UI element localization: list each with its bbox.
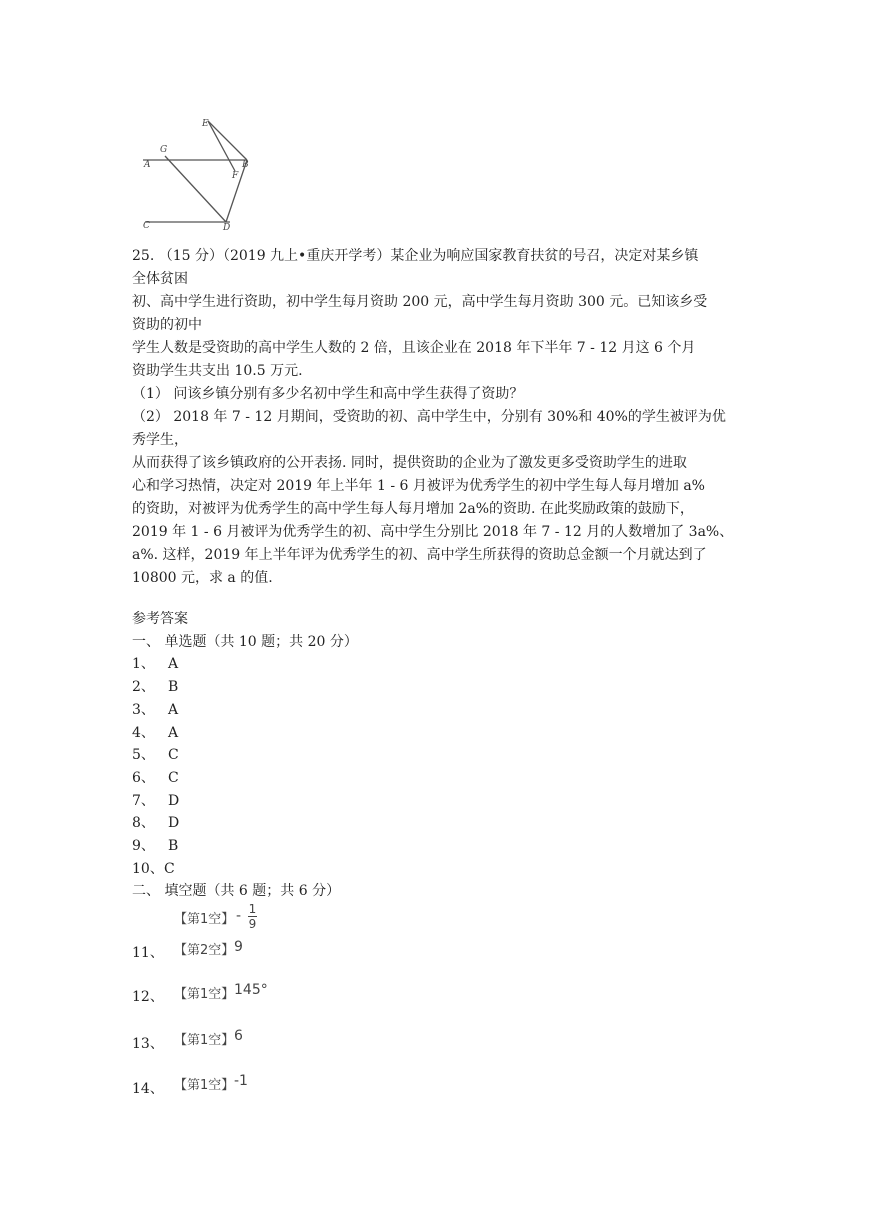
choice-question-number: 6、 — [132, 769, 155, 786]
label-b: B — [242, 160, 249, 170]
fill-tag: 【第1空】 — [174, 1078, 235, 1093]
geometry-figure-svg — [135, 115, 260, 233]
answer-key — [132, 608, 742, 903]
label-d: D — [223, 223, 231, 233]
fill-question-number: 11、 — [132, 945, 164, 961]
choice-answer-letter: B — [168, 838, 179, 855]
fill-tag: 【第1空】 — [174, 987, 235, 1002]
fill-question-number: 14、 — [132, 1081, 164, 1097]
problem-line: 资助学生共支出 10.5 万元. — [132, 363, 303, 379]
choice-question-number: 10、 — [132, 860, 164, 877]
choice-answer-row — [132, 722, 742, 745]
label-f: F — [232, 171, 239, 181]
choice-answer-row — [132, 744, 742, 767]
label-c: C — [143, 221, 150, 231]
choice-question-number: 8、 — [132, 815, 155, 832]
line-gd — [165, 156, 226, 222]
problem-part-2: （2） 2018 年 7 - 12 月期间，受资助的初、高中学生中，分别有 30%和 40%的学生被评为优 — [132, 409, 726, 425]
label-g: G — [160, 145, 168, 155]
fill-answer-13 — [132, 1028, 432, 1052]
problem-line: 2019 年 1 - 6 月被评为优秀学生的初、高中学生分别比 2018 年 7 - 12 月的人数增加了 3a%、 — [132, 524, 734, 540]
choice-question-number: 5、 — [132, 747, 155, 764]
fill-answer-12 — [132, 982, 432, 1006]
choice-answer-letter: A — [168, 724, 179, 741]
choice-answer-letter: B — [168, 679, 179, 696]
problem-line: a%. 这样，2019 年上半年评为优秀学生的初、高中学生所获得的资助总金额一个月就达到了 — [132, 547, 707, 563]
fill-answer-14 — [132, 1073, 432, 1097]
choice-answer-letter: D — [168, 815, 180, 832]
fill-value: 6 — [234, 1028, 243, 1044]
problem-line: 初、高中学生进行资助，初中学生每月资助 200 元，高中学生每月资助 300 元。已知该乡受 — [132, 294, 708, 310]
fill-value: 9 — [234, 939, 243, 955]
section-single-choice: 一、 单选题（共 10 题；共 20 分） — [132, 633, 358, 650]
geometry-figure — [135, 115, 260, 233]
problem-line: 全体贫困 — [132, 271, 188, 287]
section-fill-blank: 二、 填空题（共 6 题；共 6 分） — [132, 883, 341, 900]
choice-answer-letter: C — [164, 860, 175, 877]
fill-tag: 【第1空】 — [174, 1033, 235, 1048]
fill-value-sign: - — [236, 908, 242, 924]
choice-answer-row — [132, 835, 742, 858]
problem-line: 学生人数是受资助的高中学生人数的 2 倍，且该企业在 2018 年下半年 7 - 12 月这 6 个月 — [132, 340, 696, 356]
choice-question-number: 7、 — [132, 792, 155, 809]
fraction-value — [248, 903, 257, 930]
choice-answer-row — [132, 699, 742, 722]
fill-answer-11 — [132, 902, 432, 965]
choice-question-number: 4、 — [132, 724, 155, 741]
fill-question-number: 13、 — [132, 1036, 164, 1052]
choice-answer-letter: A — [168, 701, 179, 718]
problem-line: 资助的初中 — [132, 317, 202, 333]
choice-answer-row — [132, 858, 742, 881]
problem-line: 从而获得了该乡镇政府的公开表扬. 同时，提供资助的企业为了激发更多受资助学生的进取 — [132, 455, 687, 471]
problem-line: 25. （15 分）（2019 九上•重庆开学考）某企业为响应国家教育扶贫的号召，决定对某乡镇 — [132, 248, 699, 264]
answer-heading: 参考答案 — [132, 611, 188, 627]
choice-question-number: 1、 — [132, 656, 155, 673]
fill-tag: 【第2空】 — [174, 943, 235, 958]
choice-answer-letter: C — [168, 769, 179, 786]
choice-answer-letter: D — [168, 792, 180, 809]
choice-answer-row — [132, 790, 742, 813]
fraction-denominator: 9 — [248, 917, 257, 931]
choice-question-number: 3、 — [132, 701, 155, 718]
choice-answer-row — [132, 812, 742, 835]
choice-question-number: 2、 — [132, 679, 155, 696]
choice-answer-letter: C — [168, 747, 179, 764]
line-eb — [208, 121, 247, 160]
problem-line: 心和学习热情，决定对 2019 年上半年 1 - 6 月被评为优秀学生的初中学生每人每月增加 a% — [132, 478, 705, 494]
problem-line: 的资助，对被评为优秀学生的高中学生每人每月增加 2a%的资助. 在此奖励政策的鼓励下， — [132, 501, 694, 517]
fill-value: -1 — [234, 1073, 248, 1089]
label-a: A — [144, 160, 151, 170]
choice-answer-row — [132, 653, 742, 676]
choice-answer-list — [132, 653, 742, 880]
fill-tag: 【第1空】 — [174, 912, 235, 927]
problem-line: 10800 元，求 a 的值. — [132, 570, 273, 586]
choice-answer-row — [132, 767, 742, 790]
label-e: E — [202, 119, 209, 129]
problem-part-1: （1） 问该乡镇分别有多少名初中学生和高中学生获得了资助？ — [132, 386, 524, 402]
line-ef — [208, 121, 235, 171]
choice-question-number: 9、 — [132, 838, 155, 855]
choice-answer-row — [132, 676, 742, 699]
fraction-numerator: 1 — [248, 902, 257, 916]
fill-value: 145° — [234, 982, 268, 998]
fill-question-number: 12、 — [132, 989, 164, 1005]
problem-line: 秀学生， — [132, 432, 188, 448]
choice-answer-letter: A — [168, 656, 179, 673]
problem-25 — [132, 245, 742, 590]
